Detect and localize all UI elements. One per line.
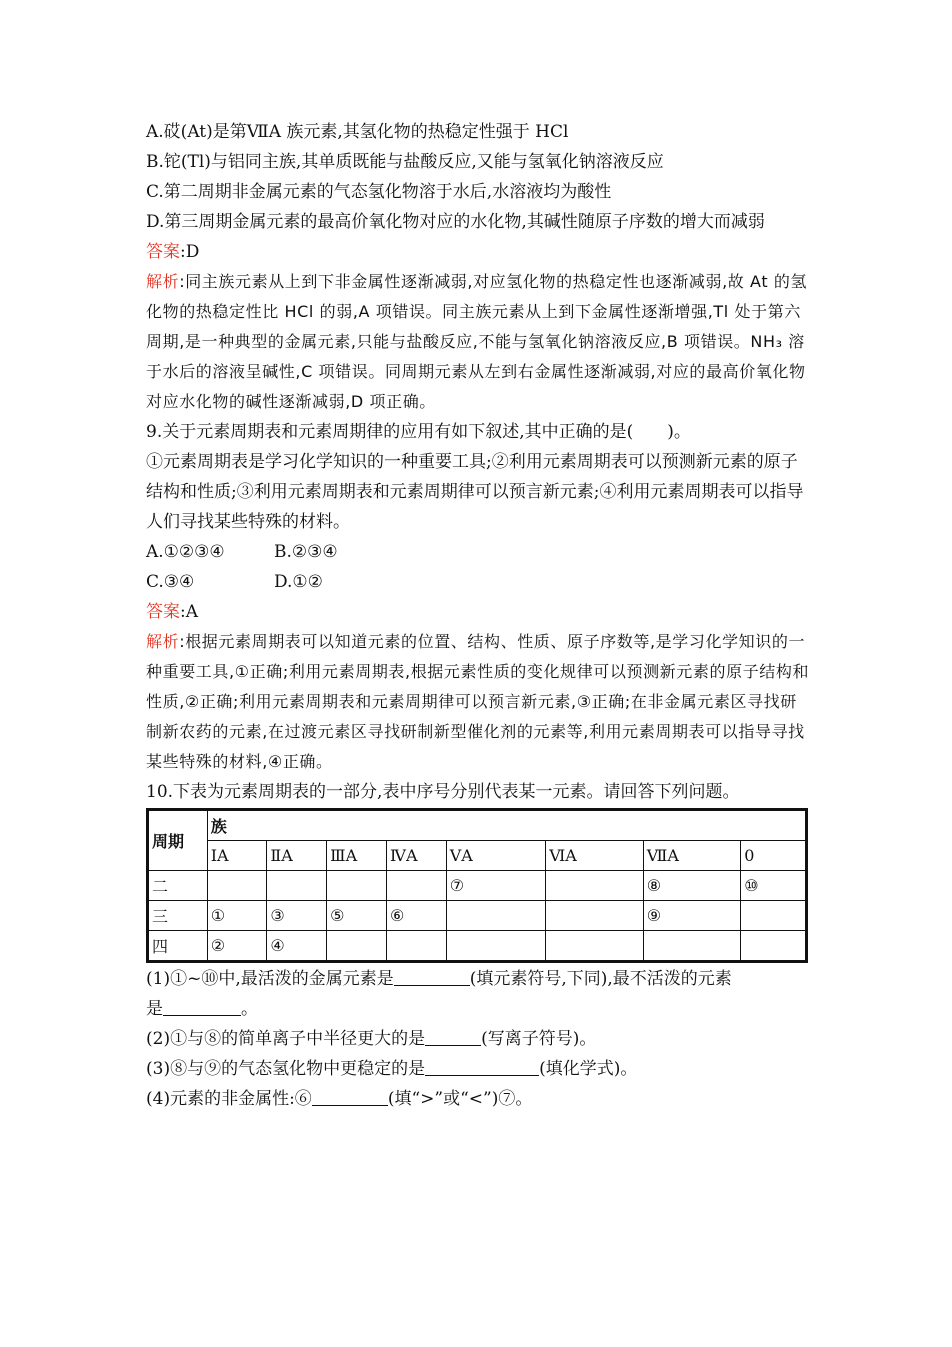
q8-option-c: C.第二周期非金属元素的气态氢化物溶于水后,水溶液均为酸性 xyxy=(146,182,612,202)
table-cell: ④ xyxy=(267,931,327,962)
table-cell: ① xyxy=(207,901,267,931)
q9-options-row-2 xyxy=(146,567,810,597)
q10-sub4-text: (填“>”或“<”)⑦。 xyxy=(387,1089,533,1109)
group-label: ⅢA xyxy=(327,841,387,871)
answer-blank[interactable] xyxy=(425,1027,481,1046)
q9-analysis xyxy=(146,627,810,777)
answer-blank[interactable] xyxy=(425,1057,539,1076)
group-label: ⅡA xyxy=(267,841,327,871)
table-cell: ⑦ xyxy=(446,871,545,901)
q10-stem: 10.下表为元素周期表的一部分,表中序号分别代表某一元素。请回答下列问题。 xyxy=(146,782,740,802)
answer-value: :A xyxy=(180,602,199,622)
answer-blank[interactable] xyxy=(394,967,470,986)
q10-sub1-cont xyxy=(146,994,810,1024)
table-cell xyxy=(741,931,807,962)
q10-sub2 xyxy=(146,1024,810,1054)
group-label: ⅠA xyxy=(207,841,267,871)
q9-answer xyxy=(146,597,810,627)
periodic-table-excerpt xyxy=(146,808,808,963)
table-cell xyxy=(446,931,545,962)
answer-label: 答案 xyxy=(146,602,180,622)
q9-option-b: B.②③④ xyxy=(274,542,338,562)
q9-options-row-1 xyxy=(146,537,810,567)
group-label: 0 xyxy=(741,841,807,871)
q10-sub3-text: (填化学式)。 xyxy=(539,1059,638,1079)
group-label: ⅥA xyxy=(546,841,644,871)
table-cell xyxy=(546,931,644,962)
q10-sub2-text: (写离子符号)。 xyxy=(481,1029,597,1049)
table-cell xyxy=(386,871,446,901)
q8-answer xyxy=(146,237,810,267)
worksheet-page xyxy=(146,117,810,1114)
q10-sub1-text: 是 xyxy=(146,999,163,1019)
q10-sub4-text: (4)元素的非金属性:⑥ xyxy=(146,1089,312,1109)
q10-sub1-text: (1)①~⑩中,最活泼的金属元素是 xyxy=(146,969,394,989)
table-header-row xyxy=(148,810,807,841)
table-cell xyxy=(327,931,387,962)
q10-sub2-text: (2)①与⑧的简单离子中半径更大的是 xyxy=(146,1029,426,1049)
table-cell xyxy=(327,871,387,901)
period-label: 二 xyxy=(148,871,208,901)
group-header: 族 xyxy=(207,810,806,841)
table-cell xyxy=(267,871,327,901)
table-cell: ⑤ xyxy=(327,901,387,931)
table-cell: ⑧ xyxy=(643,871,741,901)
table-cell: ⑥ xyxy=(386,901,446,931)
answer-value: :D xyxy=(180,242,200,262)
answer-blank[interactable] xyxy=(163,997,241,1016)
q9-stem: 9.关于元素周期表和元素周期律的应用有如下叙述,其中正确的是( )。 xyxy=(146,422,691,442)
table-cell xyxy=(446,901,545,931)
q9-statements: ①元素周期表是学习化学知识的一种重要工具;②利用元素周期表可以预测新元素的原子结构和性质;③利用元素周期表和元素周期律可以预言新元素;④利用元素周期表可以指导人们寻找某些特殊的材料。 xyxy=(146,452,804,532)
group-label: ⅤA xyxy=(446,841,545,871)
analysis-text: :同主族元素从上到下非金属性逐渐减弱,对应氢化物的热稳定性也逐渐减弱,故 At 的氢化物的热稳定性比 HCl 的弱,A 项错误。同主族元素从上到下金属性逐渐增强,Tl 处于第六周期,是一种典型的金属元素,只能与盐酸反应,不能与氢氧化钠溶液反应,B 项错误。NH₃ 溶于水后的溶液呈碱性,C 项错误。同周期元素从左到右金属性逐渐减弱,对应的最高价氧化物对应水化物的碱性逐渐减弱,D 项正确。 xyxy=(146,272,808,411)
table-cell xyxy=(741,901,807,931)
table-cell xyxy=(643,931,741,962)
answer-label: 答案 xyxy=(146,242,180,262)
answer-blank[interactable] xyxy=(312,1087,388,1106)
period-label: 三 xyxy=(148,901,208,931)
table-cell xyxy=(546,901,644,931)
table-cell: ③ xyxy=(267,901,327,931)
analysis-label: 解析 xyxy=(146,272,180,291)
table-cell xyxy=(207,871,267,901)
q8-option-b: B.铊(Tl)与铝同主族,其单质既能与盐酸反应,又能与氢氧化钠溶液反应 xyxy=(146,152,664,172)
period-header: 周期 xyxy=(148,810,208,871)
q9-option-c: C.③④ xyxy=(146,572,195,592)
q10-sub3-text: (3)⑧与⑨的气态氢化物中更稳定的是 xyxy=(146,1059,426,1079)
q9-option-a: A.①②③④ xyxy=(146,542,225,562)
table-row xyxy=(148,871,807,901)
table-cell: ⑩ xyxy=(741,871,807,901)
q10-sub4 xyxy=(146,1084,810,1114)
table-cell: ⑨ xyxy=(643,901,741,931)
table-cell: ② xyxy=(207,931,267,962)
analysis-label: 解析 xyxy=(146,632,180,651)
q10-sub1 xyxy=(146,964,810,994)
period-label: 四 xyxy=(148,931,208,962)
q9-option-d: D.①② xyxy=(274,572,323,592)
q10-sub3 xyxy=(146,1054,810,1084)
q8-option-d: D.第三周期金属元素的最高价氧化物对应的水化物,其碱性随原子序数的增大而减弱 xyxy=(146,212,765,232)
table-row xyxy=(148,931,807,962)
group-label: ⅣA xyxy=(386,841,446,871)
q8-option-a: A.砹(At)是第ⅦA 族元素,其氢化物的热稳定性强于 HCl xyxy=(146,122,569,142)
table-cell xyxy=(546,871,644,901)
group-row xyxy=(148,841,807,871)
q10-sub1-text: 。 xyxy=(241,999,258,1019)
analysis-text: :根据元素周期表可以知道元素的位置、结构、性质、原子序数等,是学习化学知识的一种重要工具,①正确;利用元素周期表,根据元素性质的变化规律可以预测新元素的原子结构和性质,②正确;利用元素周期表和元素周期律可以预言新元素,③正确;在非金属元素区寻找研制新农药的元素,在过渡元素区寻找研制新型催化剂的元素等,利用元素周期表可以指导寻找某些特殊的材料,④正确。 xyxy=(146,632,810,771)
q8-analysis xyxy=(146,267,810,417)
table-row xyxy=(148,901,807,931)
q10-sub1-text: (填元素符号,下同),最不活泼的元素 xyxy=(469,969,732,989)
group-label: ⅦA xyxy=(643,841,741,871)
table-cell xyxy=(386,931,446,962)
